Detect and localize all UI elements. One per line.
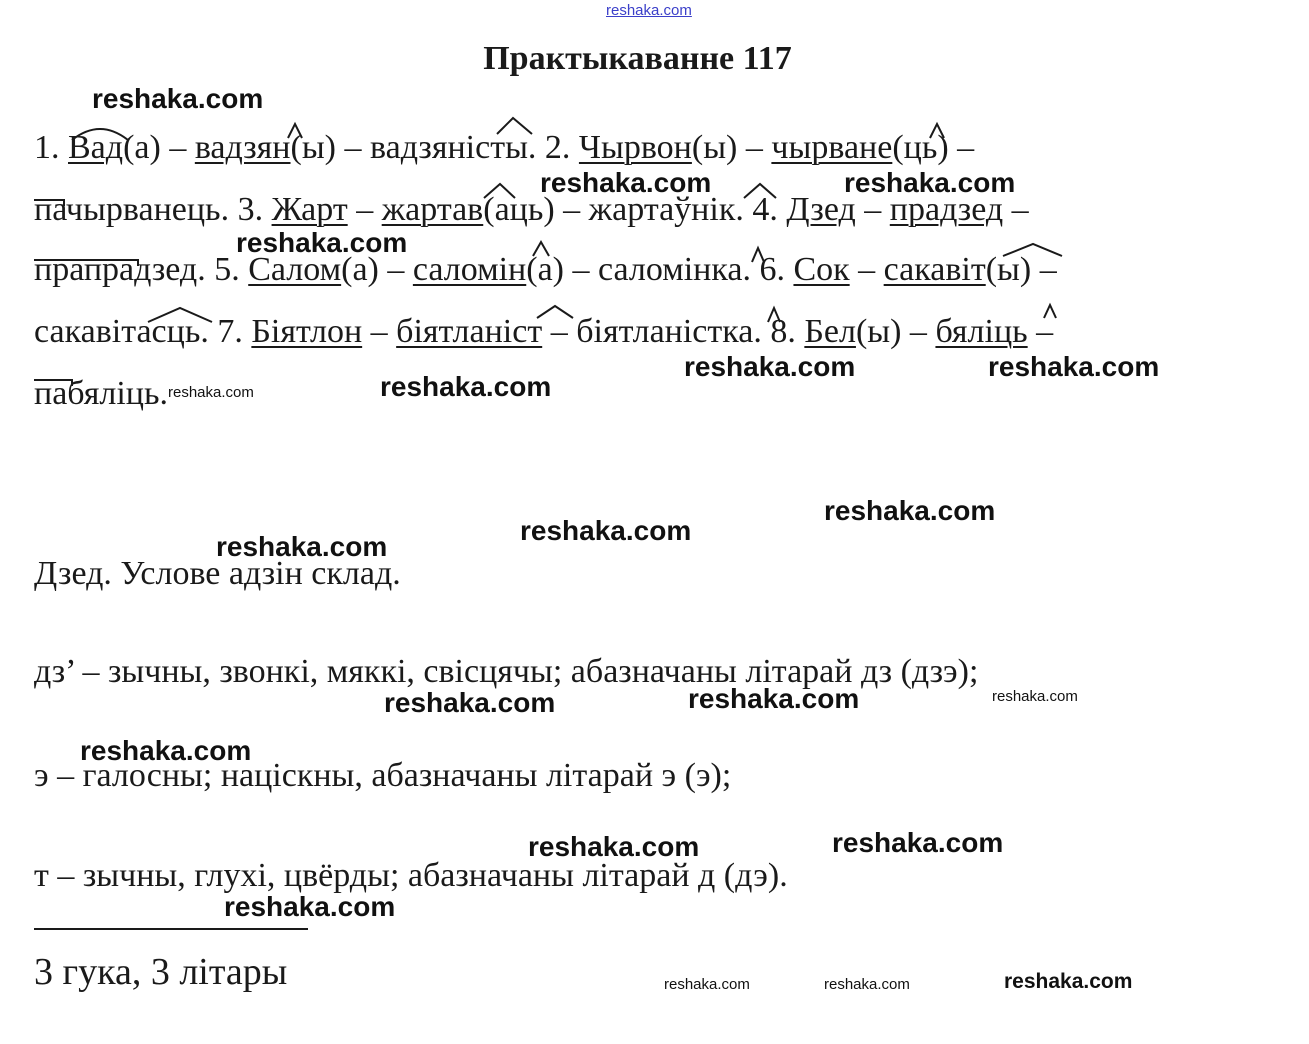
exercise-line-1: 1. Вад(а) – вадзян(ы) – вадзяністы. 2. Чырвон(ы) – чырване(ць) – xyxy=(34,129,975,166)
root-word: Біятлон xyxy=(251,313,363,350)
watermark: reshaka.com xyxy=(384,687,556,718)
word: прапрадзед xyxy=(34,251,198,288)
analysis-sound-t: т – зычны, глухі, цвёрды; абазначаны літарай д (дэ). xyxy=(34,857,788,894)
watermark: reshaka.com xyxy=(380,371,552,402)
watermark: reshaka.com xyxy=(216,531,388,562)
stem-word: чырване xyxy=(771,129,893,166)
analysis-word-line: Дзед. Услове адзін склад. xyxy=(34,555,401,592)
root-word: Чырвон xyxy=(578,129,692,166)
watermark: reshaka.com xyxy=(688,683,860,714)
watermark-small: reshaka.com xyxy=(824,976,910,993)
root-word: Дзед xyxy=(786,191,856,228)
stem-word: саломін xyxy=(412,251,527,288)
watermark: reshaka.com xyxy=(684,351,856,382)
analysis-sound-dz: дз’ – зычны, звонкі, мяккі, свісцячы; абазначаны літарай дз (дзэ); xyxy=(34,653,979,690)
root-word: Бел xyxy=(804,313,856,350)
watermark: reshaka.com xyxy=(824,495,996,526)
watermark: reshaka.com xyxy=(80,735,252,766)
watermark: reshaka.com xyxy=(528,831,700,862)
watermark: reshaka.com xyxy=(988,351,1160,382)
watermark: reshaka.com xyxy=(224,891,396,922)
exercise-line-2: пачырванець. 3. Жарт – жартав(аць) – жартаўнік. 4. Дзед – прадзед – xyxy=(34,191,1029,228)
stem-word: бяліць xyxy=(935,313,1028,350)
stem-word: прадзед xyxy=(889,191,1004,228)
watermark: reshaka.com xyxy=(520,515,692,546)
watermark: reshaka.com xyxy=(1004,970,1133,993)
root-word: Вад xyxy=(68,129,124,166)
watermark: reshaka.com xyxy=(92,83,264,114)
stem-word: біятланіст xyxy=(396,313,543,350)
stem-word: вадзян xyxy=(194,129,291,166)
root-word: Салом xyxy=(248,251,342,288)
site-link[interactable]: reshaka.com xyxy=(606,2,692,19)
watermark: reshaka.com xyxy=(844,167,1016,198)
word: сакавітасць xyxy=(34,313,201,350)
watermark: reshaka.com xyxy=(540,167,712,198)
watermark-small: reshaka.com xyxy=(168,384,254,401)
watermark: reshaka.com xyxy=(236,227,408,258)
watermark-small: reshaka.com xyxy=(664,976,750,993)
analysis-summary: 3 гука, 3 літары xyxy=(34,951,288,993)
divider-rule xyxy=(34,928,308,930)
watermark: reshaka.com xyxy=(832,827,1004,858)
word: пачырванець xyxy=(34,191,221,228)
page-title: Практыкаванне 117 xyxy=(483,40,792,77)
stem-word: сакавіт xyxy=(883,251,986,288)
exercise-line-4: сакавітасць. 7. Біятлон – біятланіст – біятланістка. 8. Бел(ы) – бяліць – xyxy=(34,313,1054,350)
root-word: Жарт xyxy=(271,191,348,228)
root-word: Сок xyxy=(793,251,850,288)
word: пабяліць. xyxy=(34,375,168,412)
stem-word: жартав xyxy=(381,191,484,228)
exercise-line-5 xyxy=(34,374,168,414)
watermark-small: reshaka.com xyxy=(992,688,1078,705)
exercise-line-3: прапрадзед. 5. Салом(а) – саломін(а) – саломінка. 6. Сок – сакавіт(ы) – xyxy=(34,251,1057,288)
analysis-sound-e: э – галосны; націскны, абазначаны літарай э (э); xyxy=(34,757,732,794)
